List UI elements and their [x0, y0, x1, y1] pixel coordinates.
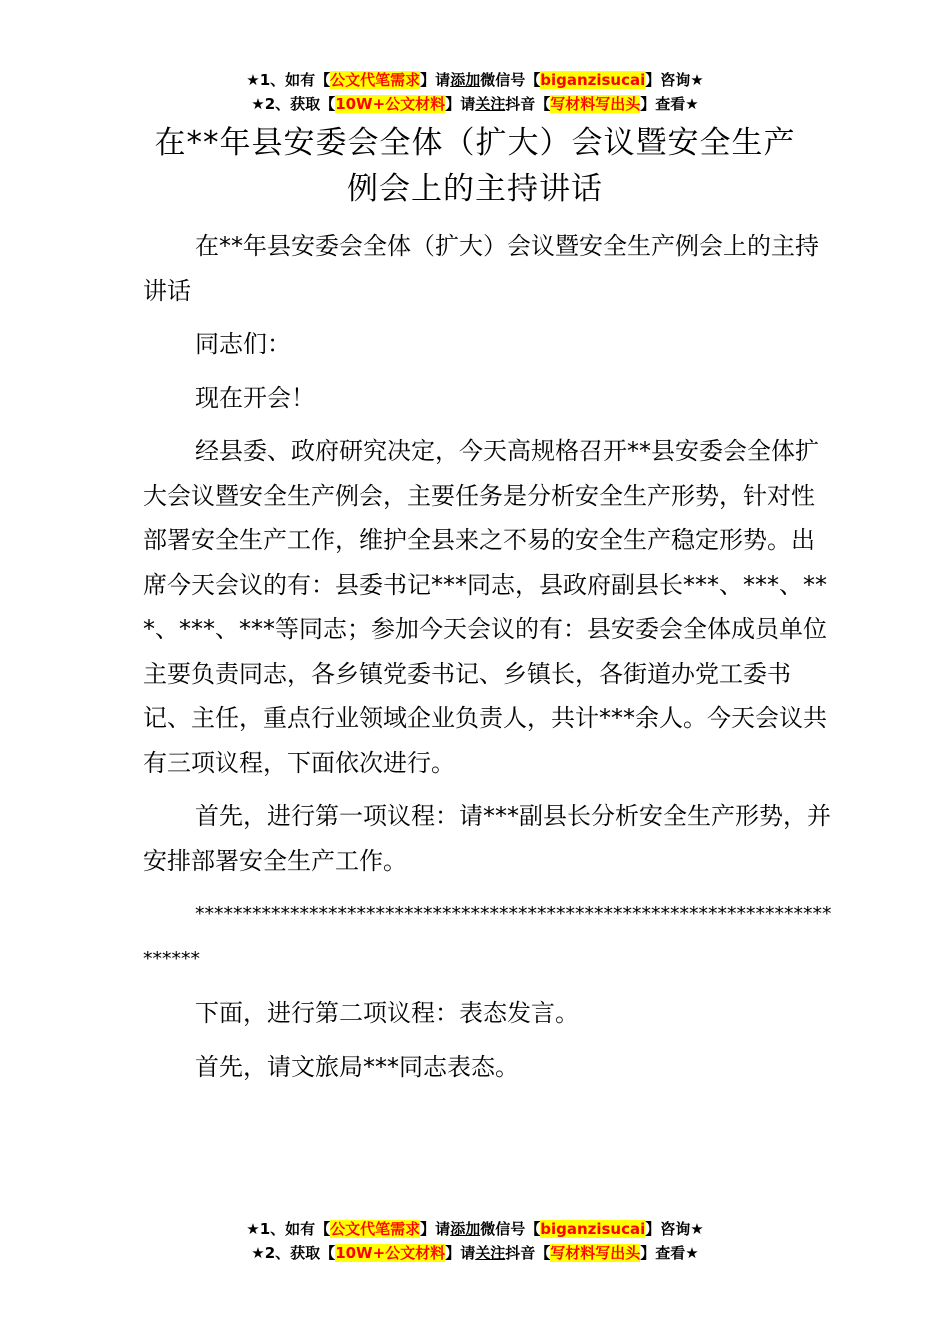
highlight-wechat-id: biganzisucai [540, 71, 646, 89]
highlight-douyin: 写材料写出头 [550, 95, 641, 113]
footer-banner [0, 1217, 950, 1265]
paragraph-intro: 经县委、政府研究决定，今天高规格召开**县安委会全体扩大会议暨安全生产例会，主要任务是分析安全生产形势，针对性部署安全生产工作，维护全县来之不易的安全生产稳定形势。出席今天会议的有：县委书记***同志，县政府副县长***、***、***、***、***等同志；参加今天会议的有：县安委会全体成员单位主要负责同志，各乡镇党委书记、乡镇长，各街道办党工委书记、主任，重点行业领域企业负责人，共计***余人。今天会议共有三项议程，下面依次进行。 [143, 437, 827, 777]
highlight-materials: 10W+公文材料 [335, 95, 446, 113]
paragraph-first-speaker: 首先，请文旅局***同志表态。 [195, 1052, 519, 1081]
header-banner [0, 68, 950, 116]
document-title: 在**年县安委会全体（扩大）会议暨安全生产例会上的主持讲话 [154, 125, 796, 207]
paragraph-agenda-2: 下面，进行第二项议程：表态发言。 [195, 999, 579, 1027]
banner-line-1: ★1、如有【公文代笔需求】请添加微信号【biganzisucai】咨询★ [246, 1220, 704, 1238]
paragraph-greeting: 同志们： [195, 330, 291, 358]
highlight-materials: 10W+公文材料 [335, 1244, 446, 1262]
highlight-wechat-id: biganzisucai [540, 1220, 646, 1238]
paragraph-opening: 现在开会！ [195, 383, 315, 412]
banner-line-2: ★2、获取【10W+公文材料】请关注抖音【写材料写出头】查看★ [251, 95, 699, 113]
paragraph-redacted: ************************************************************************* [143, 903, 832, 970]
document-body [143, 224, 833, 1098]
banner-line-2: ★2、获取【10W+公文材料】请关注抖音【写材料写出头】查看★ [251, 1244, 699, 1262]
paragraph-agenda-1: 首先，进行第一项议程：请***副县长分析安全生产形势，并安排部署安全生产工作。 [143, 802, 831, 875]
banner-line-1: ★1、如有【公文代笔需求】请添加微信号【biganzisucai】咨询★ [246, 71, 704, 89]
highlight-douyin: 写材料写出头 [550, 1244, 641, 1262]
highlight-service: 公文代笔需求 [330, 71, 421, 89]
highlight-service: 公文代笔需求 [330, 1220, 421, 1238]
paragraph-subtitle: 在**年县安委会全体（扩大）会议暨安全生产例会上的主持讲话 [143, 232, 819, 305]
